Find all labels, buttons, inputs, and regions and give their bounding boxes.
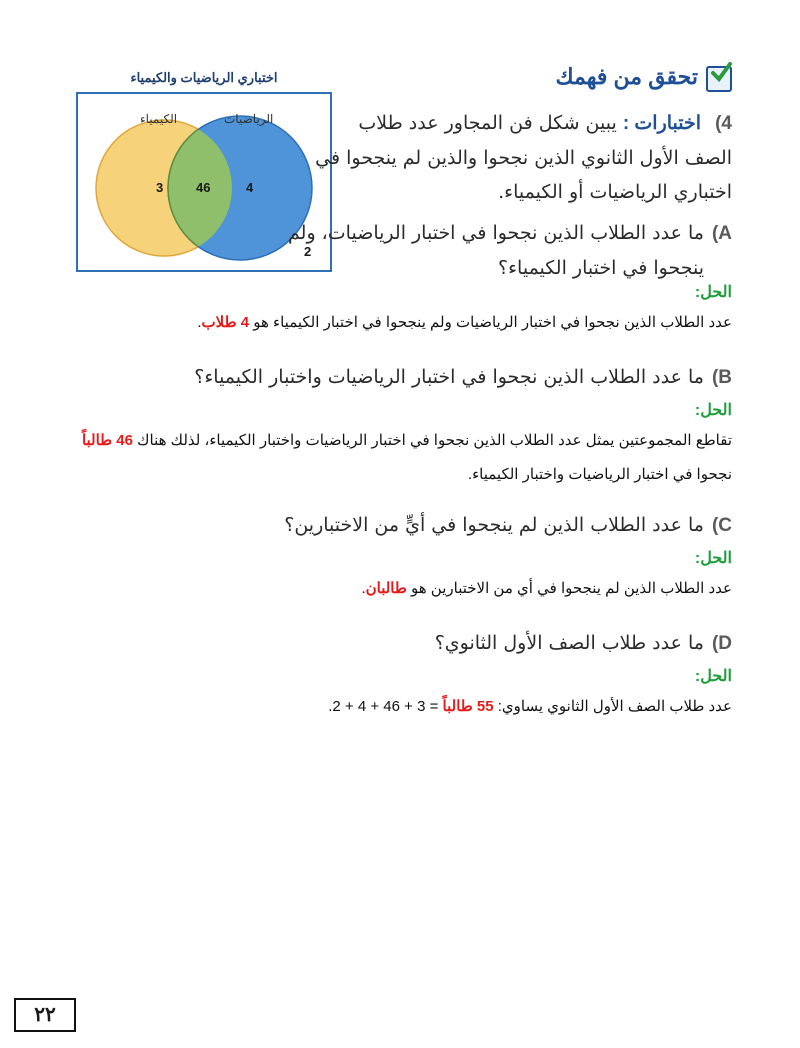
- venn-outside: 2: [304, 244, 312, 259]
- checkbox-check-icon: [706, 66, 732, 92]
- part-b-question: B)ما عدد الطلاب الذين نجحوا في اختبار الرياضيات واختبار الكيمياء؟: [194, 366, 732, 388]
- venn-label-chem: الكيمياء: [140, 112, 178, 126]
- part-c-letter: C): [711, 515, 732, 536]
- part-c-solution-label: الحل:: [694, 550, 732, 567]
- part-a-question: A)ما عدد الطلاب الذين نجحوا في اختبار الرياضيات، ولم ينجحوا في اختبار الكيمياء؟: [288, 222, 732, 279]
- venn-math-only: 4: [246, 180, 254, 195]
- question-number: 4): [715, 113, 732, 134]
- venn-both: 46: [196, 180, 211, 195]
- part-c-answer: عدد الطلاب الذين لم ينجحوا في أي من الاختبارين هو طالبان.: [361, 580, 732, 597]
- section-title: تحقق من فهمك: [555, 64, 698, 89]
- question-4: [315, 106, 732, 209]
- question-4-line3: اختباري الرياضيات أو الكيمياء.: [498, 181, 732, 203]
- part-d-question: D)ما عدد طلاب الصف الأول الثانوي؟: [434, 632, 732, 654]
- part-d-letter: D): [711, 633, 732, 654]
- part-b-letter: B): [711, 367, 732, 388]
- venn-label-math: الرياضيات: [224, 112, 274, 126]
- part-a-solution-label: الحل:: [694, 284, 732, 301]
- page-number: ٢٢: [14, 998, 76, 1032]
- part-c-question: C)ما عدد الطلاب الذين لم ينجحوا في أيٍّ من الاختبارين؟: [284, 514, 732, 536]
- question-4-line1: 4) اختبارات : يبين شكل فن المجاور عدد طلاب: [358, 112, 732, 134]
- question-4-line2: الصف الأول الثانوي الذين نجحوا والذين لم ينجحوا في: [315, 147, 732, 169]
- part-b-solution-label: الحل:: [694, 402, 732, 419]
- section-header: [532, 62, 732, 94]
- venn-chem-only: 3: [156, 180, 164, 195]
- question-4-label: اختبارات :: [622, 113, 702, 134]
- part-a-letter: A): [711, 223, 732, 244]
- part-d-solution-label: الحل:: [694, 668, 732, 685]
- part-d-answer: عدد طلاب الصف الأول الثانوي يساوي: 2 + 4 + 46 + 3 = 55 طالباً.: [328, 698, 732, 715]
- part-a-answer: عدد الطلاب الذين نجحوا في اختبار الرياضيات ولم ينجحوا في اختبار الكيمياء هو 4 طلاب.: [197, 314, 732, 331]
- part-b-answer: تقاطع المجموعتين يمثل عدد الطلاب الذين نجحوا في اختبار الرياضيات واختبار الكيمياء، لذلك هناك 46 طالباً نجحوا في اختبار الرياضيات واختبار الكيمياء.: [81, 432, 732, 483]
- venn-title: اختباري الرياضيات والكيمياء: [130, 70, 278, 85]
